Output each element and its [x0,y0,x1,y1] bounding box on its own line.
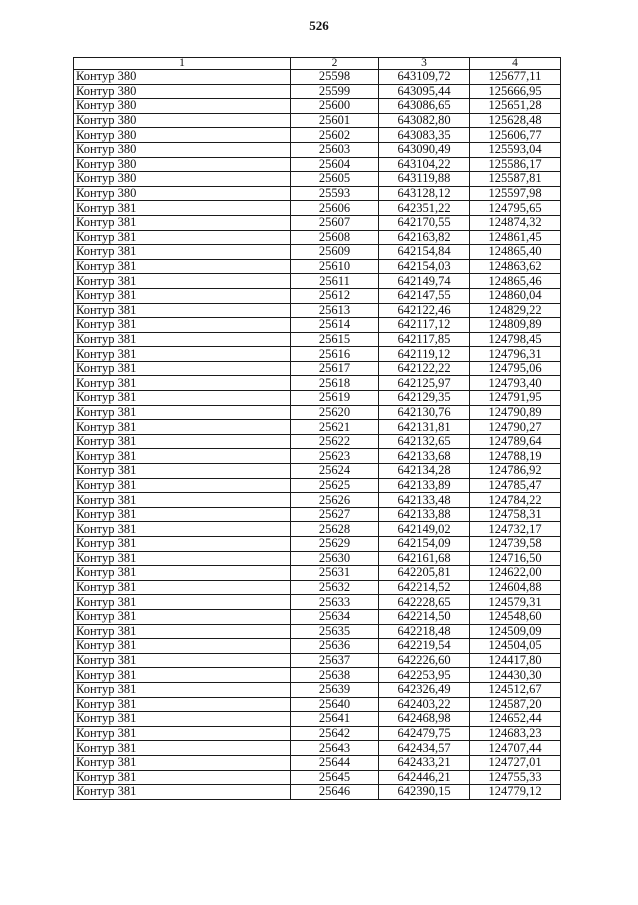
table-row [74,391,561,406]
y-coordinate-cell: 124739,58 [470,537,561,552]
table-row [74,493,561,508]
point-number-cell: 25640 [291,697,379,712]
x-coordinate-cell: 643104,22 [379,157,470,172]
y-coordinate-cell: 124716,50 [470,551,561,566]
contour-name-cell: Контур 381 [74,522,291,537]
y-coordinate-cell: 125666,95 [470,84,561,99]
contour-name-cell: Контур 381 [74,507,291,522]
contour-name-cell: Контур 381 [74,288,291,303]
contour-name-cell: Контур 381 [74,755,291,770]
y-coordinate-cell: 124604,88 [470,580,561,595]
point-number-cell: 25632 [291,580,379,595]
x-coordinate-cell: 642149,02 [379,522,470,537]
y-coordinate-cell: 124791,95 [470,391,561,406]
x-coordinate-cell: 642433,21 [379,755,470,770]
y-coordinate-cell: 124865,40 [470,245,561,260]
y-coordinate-cell: 124622,00 [470,566,561,581]
y-coordinate-cell: 124860,04 [470,288,561,303]
point-number-cell: 25618 [291,376,379,391]
point-number-cell: 25633 [291,595,379,610]
contour-name-cell: Контур 381 [74,347,291,362]
point-number-cell: 25614 [291,318,379,333]
contour-name-cell: Контур 381 [74,697,291,712]
contour-name-cell: Контур 381 [74,274,291,289]
contour-name-cell: Контур 381 [74,493,291,508]
x-coordinate-cell: 643086,65 [379,99,470,114]
x-coordinate-cell: 642226,60 [379,653,470,668]
y-coordinate-cell: 124732,17 [470,522,561,537]
column-header-1: 1 [74,58,291,70]
table-row [74,347,561,362]
table-row [74,434,561,449]
x-coordinate-cell: 642122,22 [379,361,470,376]
point-number-cell: 25610 [291,259,379,274]
x-coordinate-cell: 642133,88 [379,507,470,522]
header-row [74,58,561,70]
y-coordinate-cell: 124829,22 [470,303,561,318]
contour-name-cell: Контур 381 [74,726,291,741]
y-coordinate-cell: 124504,05 [470,639,561,654]
y-coordinate-cell: 124798,45 [470,332,561,347]
contour-name-cell: Контур 381 [74,580,291,595]
table-row [74,478,561,493]
table-row [74,157,561,172]
table-row [74,653,561,668]
point-number-cell: 25599 [291,84,379,99]
contour-name-cell: Контур 381 [74,478,291,493]
point-number-cell: 25641 [291,712,379,727]
y-coordinate-cell: 124861,45 [470,230,561,245]
coordinates-table [73,57,561,800]
x-coordinate-cell: 642214,50 [379,609,470,624]
y-coordinate-cell: 124874,32 [470,215,561,230]
contour-name-cell: Контур 381 [74,420,291,435]
y-coordinate-cell: 124548,60 [470,609,561,624]
x-coordinate-cell: 642479,75 [379,726,470,741]
table-row [74,770,561,785]
y-coordinate-cell: 124785,47 [470,478,561,493]
contour-name-cell: Контур 381 [74,595,291,610]
table-row [74,99,561,114]
table-row [74,376,561,391]
table-row [74,785,561,800]
point-number-cell: 25620 [291,405,379,420]
y-coordinate-cell: 125586,17 [470,157,561,172]
contour-name-cell: Контур 380 [74,99,291,114]
x-coordinate-cell: 642326,49 [379,682,470,697]
point-number-cell: 25624 [291,464,379,479]
contour-name-cell: Контур 381 [74,318,291,333]
point-number-cell: 25617 [291,361,379,376]
point-number-cell: 25634 [291,609,379,624]
table-row [74,566,561,581]
contour-name-cell: Контур 380 [74,84,291,99]
contour-name-cell: Контур 380 [74,172,291,187]
point-number-cell: 25646 [291,785,379,800]
table-row [74,215,561,230]
table-row [74,522,561,537]
x-coordinate-cell: 643128,12 [379,186,470,201]
table-row [74,726,561,741]
table-row [74,449,561,464]
table-row [74,142,561,157]
point-number-cell: 25626 [291,493,379,508]
x-coordinate-cell: 643119,88 [379,172,470,187]
x-coordinate-cell: 642119,12 [379,347,470,362]
x-coordinate-cell: 643109,72 [379,70,470,85]
x-coordinate-cell: 642134,28 [379,464,470,479]
x-coordinate-cell: 642149,74 [379,274,470,289]
x-coordinate-cell: 642170,55 [379,215,470,230]
x-coordinate-cell: 642131,81 [379,420,470,435]
point-number-cell: 25605 [291,172,379,187]
point-number-cell: 25635 [291,624,379,639]
table-row [74,288,561,303]
contour-name-cell: Контур 380 [74,186,291,201]
x-coordinate-cell: 642205,81 [379,566,470,581]
y-coordinate-cell: 124863,62 [470,259,561,274]
table-row [74,551,561,566]
y-coordinate-cell: 124795,65 [470,201,561,216]
x-coordinate-cell: 642130,76 [379,405,470,420]
contour-name-cell: Контур 381 [74,201,291,216]
table-row [74,639,561,654]
table-row [74,507,561,522]
y-coordinate-cell: 124865,46 [470,274,561,289]
x-coordinate-cell: 642133,68 [379,449,470,464]
x-coordinate-cell: 642446,21 [379,770,470,785]
table-body [74,70,561,800]
x-coordinate-cell: 642161,68 [379,551,470,566]
y-coordinate-cell: 125587,81 [470,172,561,187]
contour-name-cell: Контур 381 [74,639,291,654]
y-coordinate-cell: 125597,98 [470,186,561,201]
contour-name-cell: Контур 381 [74,449,291,464]
y-coordinate-cell: 124755,33 [470,770,561,785]
point-number-cell: 25611 [291,274,379,289]
table-row [74,318,561,333]
point-number-cell: 25625 [291,478,379,493]
y-coordinate-cell: 124796,31 [470,347,561,362]
point-number-cell: 25604 [291,157,379,172]
contour-name-cell: Контур 381 [74,259,291,274]
table-row [74,230,561,245]
point-number-cell: 25623 [291,449,379,464]
table-header [74,58,561,70]
point-number-cell: 25644 [291,755,379,770]
point-number-cell: 25616 [291,347,379,362]
y-coordinate-cell: 124652,44 [470,712,561,727]
y-coordinate-cell: 124430,30 [470,668,561,683]
table-row [74,186,561,201]
x-coordinate-cell: 642253,95 [379,668,470,683]
y-coordinate-cell: 125628,48 [470,113,561,128]
x-coordinate-cell: 642403,22 [379,697,470,712]
table-row [74,70,561,85]
point-number-cell: 25602 [291,128,379,143]
contour-name-cell: Контур 381 [74,668,291,683]
y-coordinate-cell: 124779,12 [470,785,561,800]
table-row [74,201,561,216]
point-number-cell: 25603 [291,142,379,157]
y-coordinate-cell: 124790,89 [470,405,561,420]
page-number: 526 [309,18,329,33]
x-coordinate-cell: 642468,98 [379,712,470,727]
table-row [74,113,561,128]
x-coordinate-cell: 643083,35 [379,128,470,143]
point-number-cell: 25606 [291,201,379,216]
y-coordinate-cell: 124758,31 [470,507,561,522]
table-row [74,420,561,435]
y-coordinate-cell: 125593,04 [470,142,561,157]
y-coordinate-cell: 125677,11 [470,70,561,85]
table-row [74,259,561,274]
y-coordinate-cell: 124790,27 [470,420,561,435]
contour-name-cell: Контур 381 [74,624,291,639]
y-coordinate-cell: 124707,44 [470,741,561,756]
point-number-cell: 25609 [291,245,379,260]
point-number-cell: 25638 [291,668,379,683]
contour-name-cell: Контур 380 [74,70,291,85]
x-coordinate-cell: 642117,85 [379,332,470,347]
x-coordinate-cell: 642390,15 [379,785,470,800]
contour-name-cell: Контур 380 [74,157,291,172]
point-number-cell: 25612 [291,288,379,303]
y-coordinate-cell: 124579,31 [470,595,561,610]
y-coordinate-cell: 124784,22 [470,493,561,508]
point-number-cell: 25615 [291,332,379,347]
x-coordinate-cell: 642228,65 [379,595,470,610]
x-coordinate-cell: 643082,80 [379,113,470,128]
x-coordinate-cell: 643095,44 [379,84,470,99]
contour-name-cell: Контур 381 [74,609,291,624]
contour-name-cell: Контур 381 [74,332,291,347]
y-coordinate-cell: 124417,80 [470,653,561,668]
contour-name-cell: Контур 381 [74,405,291,420]
point-number-cell: 25608 [291,230,379,245]
contour-name-cell: Контур 381 [74,464,291,479]
point-number-cell: 25629 [291,537,379,552]
x-coordinate-cell: 642117,12 [379,318,470,333]
contour-name-cell: Контур 381 [74,682,291,697]
y-coordinate-cell: 124793,40 [470,376,561,391]
table-row [74,464,561,479]
table-row [74,595,561,610]
table-row [74,84,561,99]
y-coordinate-cell: 124683,23 [470,726,561,741]
x-coordinate-cell: 642434,57 [379,741,470,756]
point-number-cell: 25621 [291,420,379,435]
point-number-cell: 25600 [291,99,379,114]
table-row [74,537,561,552]
contour-name-cell: Контур 381 [74,712,291,727]
x-coordinate-cell: 642147,55 [379,288,470,303]
contour-name-cell: Контур 381 [74,785,291,800]
point-number-cell: 25622 [291,434,379,449]
y-coordinate-cell: 124512,67 [470,682,561,697]
contour-name-cell: Контур 380 [74,113,291,128]
table-row [74,668,561,683]
point-number-cell: 25601 [291,113,379,128]
x-coordinate-cell: 642219,54 [379,639,470,654]
x-coordinate-cell: 642154,09 [379,537,470,552]
x-coordinate-cell: 642154,03 [379,259,470,274]
table-row [74,303,561,318]
table-row [74,172,561,187]
table-row [74,741,561,756]
point-number-cell: 25637 [291,653,379,668]
x-coordinate-cell: 642133,48 [379,493,470,508]
y-coordinate-cell: 124789,64 [470,434,561,449]
table-row [74,682,561,697]
column-header-2: 2 [291,58,379,70]
point-number-cell: 25639 [291,682,379,697]
contour-name-cell: Контур 381 [74,245,291,260]
contour-name-cell: Контур 381 [74,537,291,552]
contour-name-cell: Контур 381 [74,741,291,756]
y-coordinate-cell: 124809,89 [470,318,561,333]
point-number-cell: 25607 [291,215,379,230]
x-coordinate-cell: 642132,65 [379,434,470,449]
column-header-4: 4 [470,58,561,70]
x-coordinate-cell: 642129,35 [379,391,470,406]
table-row [74,274,561,289]
x-coordinate-cell: 642125,97 [379,376,470,391]
contour-name-cell: Контур 381 [74,361,291,376]
table-row [74,755,561,770]
x-coordinate-cell: 642163,82 [379,230,470,245]
point-number-cell: 25598 [291,70,379,85]
contour-name-cell: Контур 381 [74,391,291,406]
point-number-cell: 25628 [291,522,379,537]
x-coordinate-cell: 642351,22 [379,201,470,216]
table-row [74,712,561,727]
point-number-cell: 25613 [291,303,379,318]
table-row [74,697,561,712]
y-coordinate-cell: 124587,20 [470,697,561,712]
column-header-3: 3 [379,58,470,70]
contour-name-cell: Контур 381 [74,434,291,449]
contour-name-cell: Контур 381 [74,376,291,391]
contour-name-cell: Контур 381 [74,551,291,566]
table-row [74,128,561,143]
table-row [74,624,561,639]
contour-name-cell: Контур 381 [74,215,291,230]
y-coordinate-cell: 124786,92 [470,464,561,479]
point-number-cell: 25631 [291,566,379,581]
contour-name-cell: Контур 381 [74,230,291,245]
point-number-cell: 25645 [291,770,379,785]
y-coordinate-cell: 124727,01 [470,755,561,770]
contour-name-cell: Контур 380 [74,128,291,143]
y-coordinate-cell: 125606,77 [470,128,561,143]
y-coordinate-cell: 124795,06 [470,361,561,376]
contour-name-cell: Контур 381 [74,303,291,318]
contour-name-cell: Контур 381 [74,770,291,785]
table-row [74,361,561,376]
point-number-cell: 25593 [291,186,379,201]
y-coordinate-cell: 124788,19 [470,449,561,464]
point-number-cell: 25636 [291,639,379,654]
x-coordinate-cell: 642218,48 [379,624,470,639]
x-coordinate-cell: 642133,89 [379,478,470,493]
table-row [74,332,561,347]
table-row [74,245,561,260]
point-number-cell: 25619 [291,391,379,406]
table-row [74,609,561,624]
table-row [74,405,561,420]
x-coordinate-cell: 642122,46 [379,303,470,318]
contour-name-cell: Контур 380 [74,142,291,157]
contour-name-cell: Контур 381 [74,653,291,668]
table-row [74,580,561,595]
contour-name-cell: Контур 381 [74,566,291,581]
x-coordinate-cell: 642214,52 [379,580,470,595]
point-number-cell: 25630 [291,551,379,566]
point-number-cell: 25643 [291,741,379,756]
y-coordinate-cell: 124509,09 [470,624,561,639]
point-number-cell: 25642 [291,726,379,741]
x-coordinate-cell: 643090,49 [379,142,470,157]
x-coordinate-cell: 642154,84 [379,245,470,260]
point-number-cell: 25627 [291,507,379,522]
y-coordinate-cell: 125651,28 [470,99,561,114]
